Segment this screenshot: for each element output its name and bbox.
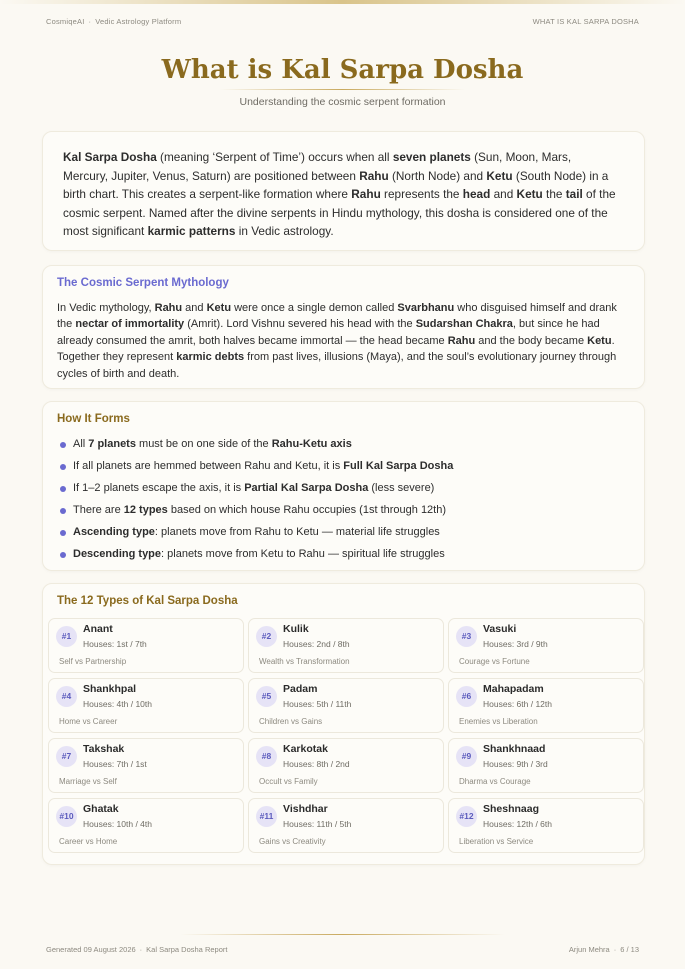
type-description: Courage vs Fortune	[459, 657, 530, 666]
type-name: Sheshnaag	[483, 803, 540, 815]
type-houses: Houses: 5th / 11th	[283, 699, 352, 709]
type-number-badge: #4	[56, 686, 77, 707]
type-tile	[48, 738, 244, 793]
mythology-card	[42, 265, 645, 389]
list-item: Descending type: planets move from Ketu to Rahu — spiritual life struggles	[59, 546, 634, 568]
type-tile	[248, 798, 444, 853]
type-houses: Houses: 7th / 1st	[83, 759, 147, 769]
type-description: Wealth vs Transformation	[259, 657, 350, 666]
header-section: WHAT IS KAL SARPA DOSHA	[532, 17, 639, 26]
type-tile	[448, 618, 644, 673]
type-houses: Houses: 12th / 6th	[483, 819, 552, 829]
type-description: Occult vs Family	[259, 777, 318, 786]
footer-divider	[180, 934, 505, 935]
generated-date: Generated 09 August 2026	[46, 945, 136, 954]
type-description: Self vs Partnership	[59, 657, 127, 666]
intro-card	[42, 131, 645, 251]
type-number-badge: #12	[456, 806, 477, 827]
report-name: Kal Sarpa Dosha Report	[146, 945, 228, 954]
type-number-badge: #7	[56, 746, 77, 767]
type-houses: Houses: 11th / 5th	[283, 819, 352, 829]
type-number-badge: #6	[456, 686, 477, 707]
list-item: All 7 planets must be on one side of the Rahu-Ketu axis	[59, 436, 634, 458]
list-item: There are 12 types based on which house Rahu occupies (1st through 12th)	[59, 502, 634, 524]
list-item: If all planets are hemmed between Rahu and Ketu, it is Full Kal Sarpa Dosha	[59, 458, 634, 480]
type-number-badge: #5	[256, 686, 277, 707]
brand-name: CosmiqeAI	[46, 17, 85, 26]
type-name: Anant	[83, 623, 113, 635]
type-tile	[48, 678, 244, 733]
type-name: Shankhnaad	[483, 743, 546, 755]
mythology-text: In Vedic mythology, Rahu and Ketu were once a single demon called Svarbhanu who disguised himself and drank the nectar of immortality (Amrit). Lord Vishnu severed his head with the Sudarshan Chakra, but since he had already consumed the amrit, both halves became immortal — the head became Rahu and the body became Ketu. Together they represent karmic debts from past lives, illusions (Maya), and the soul’s evolutionary journey through cycles of birth and death.	[57, 302, 617, 380]
types-card	[42, 583, 645, 865]
types-title: The 12 Types of Kal Sarpa Dosha	[57, 595, 238, 607]
type-houses: Houses: 10th / 4th	[83, 819, 152, 829]
type-description: Gains vs Creativity	[259, 837, 326, 846]
header-left: CosmiqeAI · Vedic Astrology Platform	[46, 17, 182, 26]
intro-text: Kal Sarpa Dosha (meaning ‘Serpent of Time’) occurs when all seven planets (Sun, Moon, Mars, Mercury, Jupiter, Venus, Saturn) are positioned between Rahu (North Node) and Ketu (South Node) in a birth chart. This creates a serpent-like formation where Rahu represents the head and Ketu the tail of the cosmic serpent. Named after the divine serpents in Hindu mythology, this dosha is considered one of the most significant karmic patterns in Vedic astrology.	[63, 150, 616, 238]
page-footer	[46, 945, 639, 954]
type-name: Vasuki	[483, 623, 517, 635]
platform-name: Vedic Astrology Platform	[95, 17, 182, 26]
type-name: Karkotak	[283, 743, 328, 755]
mythology-title: The Cosmic Serpent Mythology	[57, 277, 229, 289]
type-tile	[448, 678, 644, 733]
type-houses: Houses: 9th / 3rd	[483, 759, 548, 769]
type-number-badge: #1	[56, 626, 77, 647]
type-name: Mahapadam	[483, 683, 544, 695]
type-houses: Houses: 6th / 12th	[483, 699, 552, 709]
how-it-forms-card	[42, 401, 645, 571]
type-number-badge: #3	[456, 626, 477, 647]
how-it-forms-list	[59, 436, 634, 568]
type-description: Marriage vs Self	[59, 777, 117, 786]
type-tile	[48, 798, 244, 853]
type-houses: Houses: 3rd / 9th	[483, 639, 548, 649]
client-name: Arjun Mehra	[568, 945, 610, 954]
type-tile	[248, 738, 444, 793]
type-number-badge: #8	[256, 746, 277, 767]
title-divider	[220, 89, 465, 90]
list-item: Ascending type: planets move from Rahu to Ketu — material life struggles	[59, 524, 634, 546]
type-name: Ghatak	[83, 803, 119, 815]
type-name: Kulik	[283, 623, 309, 635]
type-number-badge: #2	[256, 626, 277, 647]
footer-right: Arjun Mehra · 6 / 13	[568, 945, 639, 954]
type-tile	[248, 678, 444, 733]
type-number-badge: #9	[456, 746, 477, 767]
page-title: What is Kal Sarpa Dosha	[161, 55, 524, 85]
type-description: Career vs Home	[59, 837, 118, 846]
type-description: Liberation vs Service	[459, 837, 534, 846]
page-number: 6 / 13	[620, 945, 639, 954]
type-description: Enemies vs Liberation	[459, 717, 538, 726]
type-houses: Houses: 1st / 7th	[83, 639, 147, 649]
type-number-badge: #11	[256, 806, 277, 827]
type-number-badge: #10	[56, 806, 77, 827]
type-houses: Houses: 4th / 10th	[83, 699, 152, 709]
top-accent-line	[0, 0, 685, 4]
type-description: Home vs Career	[59, 717, 118, 726]
how-it-forms-title: How It Forms	[57, 413, 130, 425]
type-houses: Houses: 2nd / 8th	[283, 639, 350, 649]
list-item: If 1–2 planets escape the axis, it is Partial Kal Sarpa Dosha (less severe)	[59, 480, 634, 502]
type-tile	[448, 738, 644, 793]
type-tile	[248, 618, 444, 673]
type-name: Padam	[283, 683, 318, 695]
page-subtitle: Understanding the cosmic serpent formation	[239, 96, 446, 108]
type-description: Children vs Gains	[259, 717, 323, 726]
type-houses: Houses: 8th / 2nd	[283, 759, 350, 769]
type-name: Vishdhar	[283, 803, 328, 815]
page-header	[46, 17, 639, 26]
type-name: Shankhpal	[83, 683, 137, 695]
footer-left: Generated 09 August 2026 · Kal Sarpa Dosha Report	[46, 945, 228, 954]
type-name: Takshak	[83, 743, 125, 755]
type-tile	[48, 618, 244, 673]
type-description: Dharma vs Courage	[459, 777, 531, 786]
type-tile	[448, 798, 644, 853]
